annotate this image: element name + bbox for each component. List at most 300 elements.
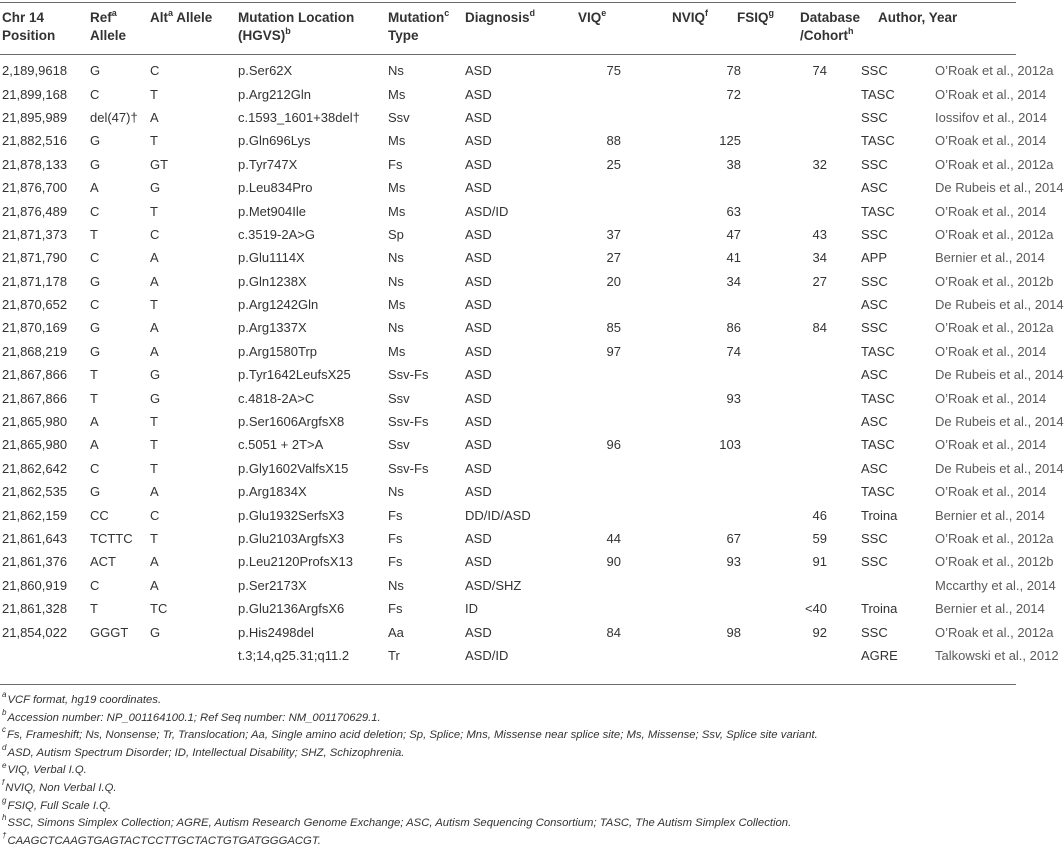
author-year-cell: O’Roak et al., 2012a	[935, 226, 1054, 242]
fsiq-cell: 27	[812, 273, 827, 289]
table-bottom-rule	[0, 684, 1016, 685]
viq-cell: 27	[606, 250, 621, 266]
header-viq	[578, 9, 606, 27]
nviq-cell: 41	[726, 250, 741, 266]
header-ref-allele	[90, 9, 126, 45]
table-row	[0, 527, 1016, 550]
footnote-marker: d	[2, 743, 7, 753]
author-year-cell: O’Roak et al., 2014	[935, 437, 1047, 453]
diagnosis-cell: ASD/SHZ	[465, 577, 522, 593]
viq-cell	[553, 363, 655, 386]
ref-allele-cell: A	[90, 414, 99, 430]
ref-allele-cell: T	[90, 390, 98, 406]
footnote-marker: d	[529, 7, 536, 18]
fsiq-cell	[775, 433, 861, 456]
database-cell: ASC	[861, 180, 888, 196]
alt-allele-cell: A	[150, 554, 159, 570]
mutation-type-cell: Fs	[388, 601, 403, 617]
viq-cell: 37	[606, 226, 621, 242]
footnotes	[2, 692, 1012, 850]
footnote-marker: b	[2, 707, 7, 717]
author-year-cell: Mccarthy et al., 2014	[935, 577, 1056, 593]
ref-allele-cell: C	[90, 86, 100, 102]
viq-cell: 88	[606, 133, 621, 149]
footnote-text: VIQ, Verbal I.Q.	[7, 764, 87, 777]
author-year-cell: De Rubeis et al., 2014	[935, 297, 1064, 313]
position-cell: 21,865,980	[2, 437, 68, 453]
mutation-location-cell: t.3;14,q25.31;q11.2	[238, 647, 350, 663]
mutation-table	[0, 59, 1064, 667]
header-text: Author, Year	[878, 10, 958, 25]
diagnosis-cell: ASD	[465, 297, 492, 313]
author-year-cell: O’Roak et al., 2012a	[935, 320, 1054, 336]
diagnosis-cell: ID	[465, 601, 478, 617]
mutation-type-cell: Ssv-Fs	[388, 414, 429, 430]
position-cell: 2,189,9618	[2, 63, 68, 79]
diagnosis-cell: ASD	[465, 624, 492, 640]
author-year-cell: O’Roak et al., 2014	[935, 484, 1047, 500]
position-cell: 21,861,328	[2, 601, 68, 617]
header-text: /Cohort	[800, 28, 848, 43]
author-year-cell: O’Roak et al., 2012a	[935, 531, 1054, 546]
author-year-cell: O’Roak et al., 2012b	[935, 273, 1054, 289]
database-cell: ASC	[861, 297, 888, 313]
alt-allele-cell: C	[150, 63, 160, 79]
nviq-cell	[655, 106, 775, 129]
author-year-cell: O’Roak et al., 2012a	[935, 624, 1054, 640]
header-rule	[0, 54, 1016, 55]
ref-allele-cell: T	[90, 226, 98, 242]
alt-allele-cell: T	[150, 414, 158, 430]
header-text: Allele	[173, 10, 213, 25]
mutation-location-cell: p.Arg1242Gln	[238, 297, 319, 313]
author-year-cell: De Rubeis et al., 2014	[935, 414, 1064, 430]
fsiq-cell	[775, 410, 861, 433]
footnote-text: CAAGCTCAAGTGAGTACTCCTTGCTACTGTGATGGGACGT.	[7, 834, 321, 847]
nviq-cell: 78	[726, 63, 741, 79]
table-row	[0, 550, 1016, 573]
author-year-cell: O’Roak et al., 2014	[935, 133, 1047, 149]
alt-allele-cell: A	[150, 320, 159, 336]
footnote-marker: a	[2, 690, 7, 700]
table-row	[0, 433, 1016, 456]
mutation-location-cell: p.His2498del	[238, 624, 314, 640]
nviq-cell	[655, 574, 775, 597]
footnote-marker: a	[111, 7, 117, 18]
alt-allele-cell: T	[150, 437, 158, 453]
viq-cell: 25	[606, 156, 621, 172]
ref-allele-cell: ACT	[90, 554, 116, 570]
ref-allele-cell: C	[90, 577, 100, 593]
table-row	[0, 574, 1016, 597]
nviq-cell	[655, 410, 775, 433]
database-cell: APP	[861, 250, 888, 266]
mutation-location-cell: p.Met904Ile	[238, 203, 306, 219]
footnote-text: SSC, Simons Simplex Collection; AGRE, Autism Research Genome Exchange; ASC, Autism Sequencing Consortium; TASC, The Autism Simplex Collection.	[7, 817, 792, 830]
fsiq-cell: 43	[812, 226, 827, 242]
mutation-type-cell: Fs	[388, 554, 403, 570]
database-cell: TASC	[861, 86, 895, 102]
database-cell: TASC	[861, 343, 895, 359]
mutation-type-cell: Ms	[388, 133, 406, 149]
nviq-cell: 74	[726, 343, 741, 359]
fsiq-cell: 59	[812, 531, 827, 546]
footnote	[2, 762, 1012, 780]
header-mutation-location	[238, 9, 354, 45]
table-row	[0, 503, 1016, 526]
footnote-text: VCF format, hg19 coordinates.	[7, 694, 162, 706]
footnote-marker: h	[2, 813, 7, 823]
mutation-location-cell: p.Arg1337X	[238, 320, 307, 336]
ref-allele-cell: G	[90, 484, 101, 500]
alt-allele-cell: T	[150, 531, 158, 546]
position-cell: 21,882,516	[2, 133, 68, 149]
footnote-marker: g	[768, 7, 775, 18]
nviq-cell	[655, 176, 775, 199]
database-cell: SSC	[861, 273, 888, 289]
diagnosis-cell: ASD	[465, 86, 492, 102]
table-row	[0, 316, 1016, 339]
fsiq-cell	[775, 340, 861, 363]
mutation-type-cell: Ms	[388, 297, 406, 313]
header-text: (HGVS)	[238, 28, 286, 43]
viq-cell: 75	[606, 63, 621, 79]
fsiq-cell: <40	[804, 601, 827, 617]
nviq-cell: 34	[726, 273, 741, 289]
header-line: Database	[800, 10, 861, 25]
viq-cell	[553, 199, 655, 222]
position-cell: 21,862,159	[2, 507, 68, 523]
footnote	[2, 692, 1012, 710]
table-row	[0, 270, 1016, 293]
footnote	[2, 745, 1012, 763]
diagnosis-cell: DD/ID/ASD	[465, 507, 531, 523]
alt-allele-cell: T	[150, 203, 158, 219]
nviq-cell: 72	[726, 86, 741, 102]
mutation-type-cell: Ns	[388, 63, 404, 79]
author-year-cell: O’Roak et al., 2012a	[935, 63, 1054, 79]
mutation-location-cell: p.Glu2136ArgfsX6	[238, 601, 345, 617]
footnote	[2, 780, 1012, 798]
fsiq-cell	[775, 129, 861, 152]
viq-cell	[553, 574, 655, 597]
diagnosis-cell: ASD	[465, 343, 492, 359]
position-cell: 21,876,700	[2, 180, 68, 196]
mutation-location-cell: c.4818-2A>C	[238, 390, 315, 406]
header-nviq	[672, 9, 708, 27]
ref-allele-cell: del(47)†	[90, 109, 138, 125]
diagnosis-cell: ASD	[465, 156, 492, 172]
position-cell: 21,862,642	[2, 460, 68, 476]
ref-allele-cell: G	[90, 320, 101, 336]
mutation-type-cell: Ssv	[388, 109, 410, 125]
position-cell: 21,876,489	[2, 203, 68, 219]
ref-allele-cell	[90, 644, 150, 667]
viq-cell	[553, 457, 655, 480]
alt-allele-cell: G	[150, 390, 161, 406]
mutation-type-cell: Ns	[388, 320, 404, 336]
mutation-location-cell: p.Ser2173X	[238, 577, 307, 593]
diagnosis-cell: ASD	[465, 414, 492, 430]
ref-allele-cell: G	[90, 156, 101, 172]
alt-allele-cell: A	[150, 273, 159, 289]
fsiq-cell: 91	[812, 554, 827, 570]
fsiq-cell: 34	[812, 250, 827, 266]
fsiq-cell	[775, 457, 861, 480]
footnote-text: ASD, Autism Spectrum Disorder; ID, Intellectual Disability; SHZ, Schizophrenia.	[7, 746, 405, 759]
nviq-cell: 103	[719, 437, 741, 453]
mutation-location-cell: p.Arg212Gln	[238, 86, 311, 102]
mutation-location-cell: p.Ser1606ArgfsX8	[238, 414, 345, 430]
table-row	[0, 293, 1016, 316]
mutation-location-cell: p.Gln1238X	[238, 273, 307, 289]
author-year-cell: O’Roak et al., 2012b	[935, 554, 1054, 570]
author-year-cell: De Rubeis et al., 2014	[935, 460, 1064, 476]
table-row	[0, 620, 1016, 643]
ref-allele-cell: CC	[90, 507, 109, 523]
alt-allele-cell: G	[150, 624, 161, 640]
header-line: Chr 14	[2, 10, 45, 25]
table-row	[0, 410, 1016, 433]
footnote-marker: e	[2, 760, 7, 770]
database-cell: SSC	[861, 320, 888, 336]
viq-cell	[553, 176, 655, 199]
diagnosis-cell: ASD	[465, 367, 492, 383]
alt-allele-cell: A	[150, 250, 159, 266]
mutation-location-cell: p.Leu2120ProfsX13	[238, 554, 353, 570]
mutation-type-cell: Fs	[388, 156, 403, 172]
alt-allele-cell: T	[150, 460, 158, 476]
nviq-cell: 93	[726, 554, 741, 570]
diagnosis-cell: ASD	[465, 531, 492, 546]
mutation-type-cell: Ssv-Fs	[388, 460, 429, 476]
diagnosis-cell: ASD	[465, 484, 492, 500]
database-cell: SSC	[861, 63, 888, 79]
position-cell: 21,871,373	[2, 226, 68, 242]
position-cell: 21,870,652	[2, 297, 68, 313]
header-line: Type	[388, 28, 419, 43]
header-text: NVIQ	[672, 10, 706, 25]
alt-allele-cell: G	[150, 367, 161, 383]
position-cell: 21,867,866	[2, 390, 68, 406]
alt-allele-cell	[150, 644, 238, 667]
alt-allele-cell: A	[150, 109, 159, 125]
viq-cell	[553, 644, 655, 667]
footnote-marker: g	[2, 795, 7, 805]
mutation-location-cell: p.Gln696Lys	[238, 133, 311, 149]
position-cell: 21,865,980	[2, 414, 68, 430]
database-cell: TASC	[861, 390, 895, 406]
table-row	[0, 644, 1016, 667]
viq-cell: 85	[606, 320, 621, 336]
mutation-type-cell: Aa	[388, 624, 404, 640]
database-cell: SSC	[861, 156, 888, 172]
table-row	[0, 597, 1016, 620]
fsiq-cell	[775, 199, 861, 222]
database-cell: Troina	[861, 601, 898, 617]
table-row	[0, 457, 1016, 480]
ref-allele-cell: C	[90, 297, 100, 313]
footnote-text: FSIQ, Full Scale I.Q.	[7, 799, 112, 812]
diagnosis-cell: ASD/ID	[465, 647, 509, 663]
ref-allele-cell: A	[90, 180, 99, 196]
mutation-table-body	[0, 59, 1064, 667]
position-cell: 21,878,133	[2, 156, 68, 172]
ref-allele-cell: T	[90, 367, 98, 383]
position-cell: 21,867,866	[2, 367, 68, 383]
viq-cell: 44	[606, 531, 621, 546]
position-cell: 21,871,790	[2, 250, 68, 266]
viq-cell	[553, 82, 655, 105]
nviq-cell: 125	[719, 133, 741, 149]
viq-cell	[553, 293, 655, 316]
viq-cell	[553, 410, 655, 433]
author-year-cell: Iossifov et al., 2014	[935, 109, 1048, 125]
mutation-location-cell: c.1593_1601+38del†	[238, 109, 360, 125]
nviq-cell	[655, 293, 775, 316]
footnote-marker: e	[601, 7, 607, 18]
header-alt-allele	[150, 9, 212, 27]
author-year-cell: Bernier et al., 2014	[935, 601, 1045, 617]
ref-allele-cell: C	[90, 250, 100, 266]
header-text: Diagnosis	[465, 10, 530, 25]
table-row	[0, 340, 1016, 363]
table-row	[0, 106, 1016, 129]
diagnosis-cell: ASD	[465, 226, 492, 242]
alt-allele-cell: C	[150, 226, 160, 242]
nviq-cell: 38	[726, 156, 741, 172]
mutation-type-cell: Ns	[388, 250, 404, 266]
mutation-type-cell: Sp	[388, 226, 404, 242]
mutation-location-cell: p.Gly1602ValfsX15	[238, 460, 349, 476]
footnote	[2, 795, 1012, 816]
fsiq-cell: 84	[812, 320, 827, 336]
mutation-type-cell: Ns	[388, 484, 404, 500]
header-line: Position	[2, 28, 56, 43]
viq-cell	[553, 106, 655, 129]
diagnosis-cell: ASD	[465, 390, 492, 406]
mutation-type-cell: Fs	[388, 507, 403, 523]
position-cell: 21,854,022	[2, 624, 68, 640]
database-cell: SSC	[861, 226, 888, 242]
author-year-cell: Bernier et al., 2014	[935, 250, 1045, 266]
header-database-cohort	[800, 9, 860, 45]
alt-allele-cell: A	[150, 484, 159, 500]
footnote-marker: f	[705, 7, 709, 18]
mutation-location-cell: c.5051 + 2T>A	[238, 437, 324, 453]
mutation-location-cell: p.Glu1932SerfsX3	[238, 507, 345, 523]
alt-allele-cell: T	[150, 297, 158, 313]
fsiq-cell	[775, 363, 861, 386]
ref-allele-cell: G	[90, 133, 101, 149]
footnote-marker: h	[848, 25, 854, 36]
diagnosis-cell: ASD	[465, 250, 492, 266]
fsiq-cell: 32	[812, 156, 827, 172]
nviq-cell: 63	[726, 203, 741, 219]
fsiq-cell	[775, 176, 861, 199]
table-row	[0, 59, 1016, 82]
footnote-marker: f	[2, 778, 5, 788]
mutation-location-cell: p.Ser62X	[238, 63, 293, 79]
author-year-cell: De Rubeis et al., 2014	[935, 367, 1064, 383]
mutation-type-cell: Ns	[388, 577, 404, 593]
table-row	[0, 82, 1016, 105]
nviq-cell	[655, 503, 775, 526]
mutation-location-cell: p.Arg1834X	[238, 484, 307, 500]
mutation-type-cell: Ssv-Fs	[388, 367, 429, 383]
nviq-cell	[655, 457, 775, 480]
fsiq-cell	[775, 82, 861, 105]
viq-cell	[553, 386, 655, 409]
footnote-marker: b	[285, 25, 291, 36]
mutation-type-cell: Ns	[388, 273, 404, 289]
ref-allele-cell: C	[90, 203, 100, 219]
author-year-cell: Talkowski et al., 2012	[935, 647, 1059, 663]
diagnosis-cell: ASD	[465, 109, 492, 125]
diagnosis-cell: ASD	[465, 63, 492, 79]
mutation-type-cell: Fs	[388, 531, 403, 546]
mutation-type-cell: Ssv	[388, 437, 410, 453]
nviq-cell: 67	[726, 531, 741, 546]
footnote-text: NVIQ, Non Verbal I.Q.	[5, 781, 117, 794]
table-row	[0, 129, 1016, 152]
footnote	[2, 727, 1012, 745]
position-cell: 21,861,643	[2, 531, 68, 546]
diagnosis-cell: ASD	[465, 320, 492, 336]
ref-allele-cell: G	[90, 63, 101, 79]
header-text: Mutation	[388, 10, 445, 25]
database-cell: TASC	[861, 203, 895, 219]
fsiq-cell	[775, 106, 861, 129]
database-cell: SSC	[861, 109, 888, 125]
database-cell	[861, 574, 935, 597]
mutation-type-cell: Ms	[388, 180, 406, 196]
header-chr14-position	[2, 9, 55, 45]
table-row	[0, 199, 1016, 222]
database-cell: SSC	[861, 554, 888, 570]
author-year-cell: O’Roak et al., 2014	[935, 343, 1047, 359]
database-cell: TASC	[861, 133, 895, 149]
table-row	[0, 246, 1016, 269]
database-cell: AGRE	[861, 647, 898, 663]
author-year-cell: O’Roak et al., 2014	[935, 86, 1047, 102]
header-text: Ref	[90, 10, 112, 25]
alt-allele-cell: A	[150, 577, 159, 593]
header-text: VIQ	[578, 10, 602, 25]
mutation-type-cell: Tr	[388, 647, 400, 663]
table-row	[0, 480, 1016, 503]
alt-allele-cell: T	[150, 86, 158, 102]
database-cell: TASC	[861, 484, 895, 500]
diagnosis-cell: ASD	[465, 180, 492, 196]
position-cell: 21,870,169	[2, 320, 68, 336]
position-cell: 21,862,535	[2, 484, 68, 500]
author-year-cell: De Rubeis et al., 2014	[935, 180, 1064, 196]
position-cell: 21,860,919	[2, 577, 68, 593]
viq-cell: 20	[606, 273, 621, 289]
viq-cell	[553, 503, 655, 526]
mutation-location-cell: c.3519-2A>G	[238, 226, 315, 242]
author-year-cell: O’Roak et al., 2014	[935, 203, 1047, 219]
footnote-marker: †	[2, 830, 7, 840]
ref-allele-cell: G	[90, 273, 101, 289]
footnote-marker: a	[168, 7, 174, 18]
ref-allele-cell: C	[90, 460, 100, 476]
footnote	[2, 815, 1012, 833]
alt-allele-cell: C	[150, 507, 160, 523]
database-cell: ASC	[861, 460, 888, 476]
fsiq-cell	[775, 386, 861, 409]
